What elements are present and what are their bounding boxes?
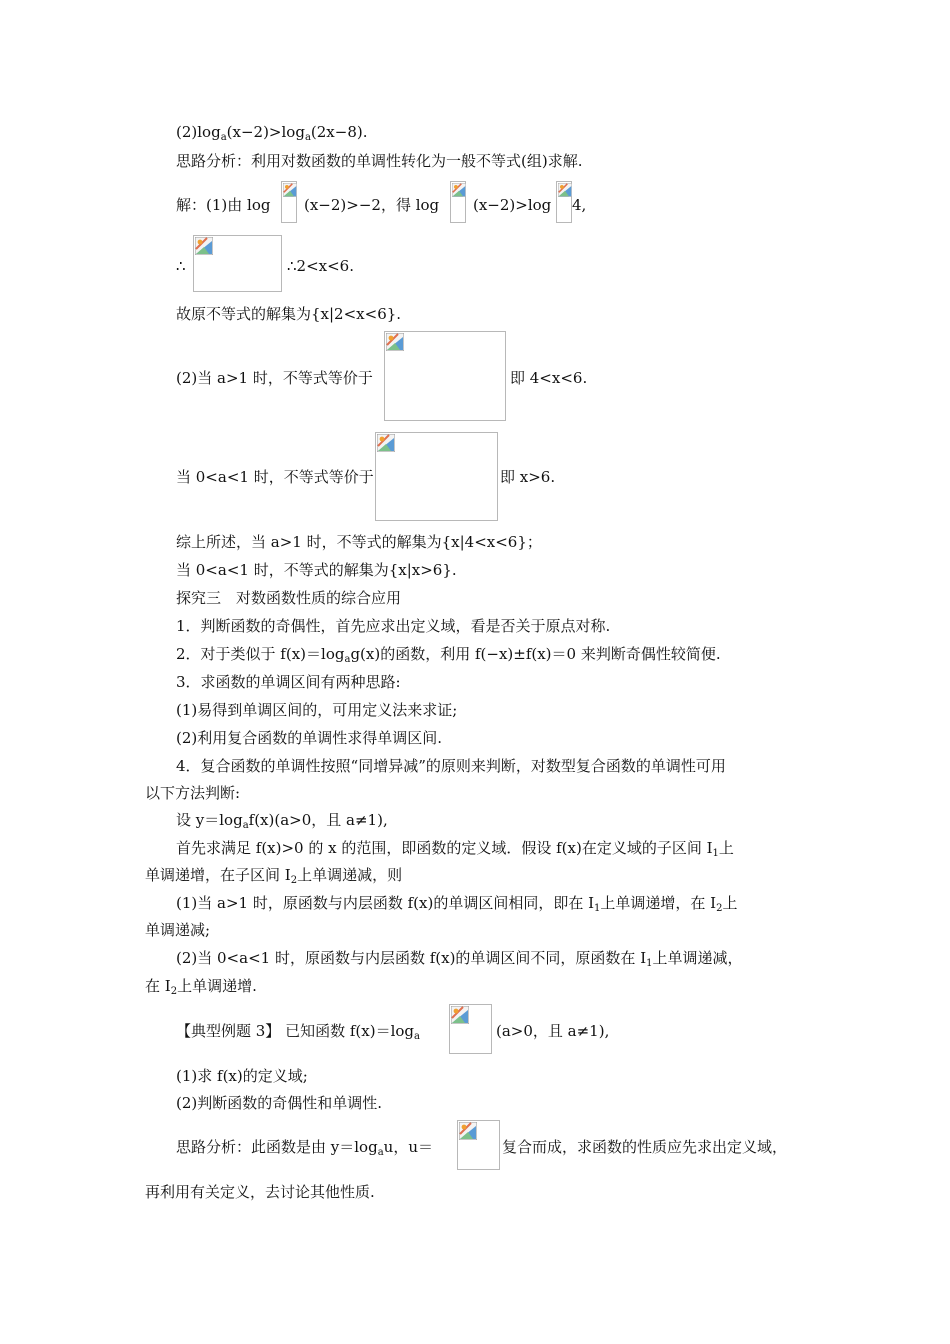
example-3-q2: (2)判断函数的奇偶性和单调性. [176,1094,383,1112]
formula-image [384,331,506,421]
solution-result-1: ∴2<x<6. [287,257,354,275]
point-2: 2．对于类似于 $f(x)=\log_ag(x)$的函数，利用 f(−x)±f(x)＝0 来判断奇偶性较简便. [176,645,721,665]
inequality-2-statement: $(2)\log_a(x-2)>\log_a(2x-8)$. [176,123,368,143]
image-placeholder-icon [459,1122,477,1140]
image-placeholder-icon [283,183,297,197]
formula-image [375,432,498,521]
solution-set-1: 故原不等式的解集为{x|2<x<6}. [176,305,402,323]
idea-analysis-3-end: 再利用有关定义，去讨论其他性质. [145,1183,375,1201]
solution-step-1: 解：(1)由 log [176,196,271,214]
point-4: 4．复合函数的单调性按照“同增异减”的原则来判断，对数型复合函数的单调性可用 [176,757,726,775]
image-placeholder-icon [451,1006,469,1024]
formula-image [457,1120,500,1170]
example-3-condition: (a>0，且 a≠1), [496,1022,610,1040]
domain-line-cont: 单调递增，在子区间 $I_2$上单调递减，则 [145,866,403,886]
formula-image [450,181,466,223]
case-a-greater-1: (2)当 a>1 时，不等式等价于 [176,369,373,387]
image-placeholder-icon [386,333,404,351]
point-3-item-2: (2)利用复合函数的单调性求得单调区间. [176,729,443,747]
image-placeholder-icon [377,434,395,452]
point-4-cont: 以下方法判断: [145,784,241,802]
case-a-less-1: 当 0<a<1 时，不等式等价于 [176,468,374,486]
domain-line: 首先求满足 f(x)>0 的 x 的范围，即函数的定义域．假设 f(x)在定义域的子区间 $I_1$上 [176,839,734,859]
idea-analysis-1: 思路分析：利用对数函数的单调性转化为一般不等式(组)求解. [176,152,583,170]
solution-step-1d: 4, [572,196,587,214]
summary-line-1: 综上所述，当 a>1 时，不等式的解集为{x|4<x<6}； [176,533,542,551]
image-placeholder-icon [558,183,572,197]
rule-1: (1)当 a>1 时，原函数与内层函数 f(x)的单调区间相同，即在 $I_1$上单调递增，在 $I_2$上 [176,894,738,914]
rule-1-cont: 单调递减; [145,921,211,939]
therefore-symbol: ∴ [176,257,186,275]
formula-image [449,1004,492,1054]
case-a-less-1-result: 即 x>6. [500,468,556,486]
rule-2-cont: 在 $I_2$上单调递增. [145,977,257,997]
section-heading-explore-3: 探究三 对数函数性质的综合应用 [176,589,402,607]
image-placeholder-icon [195,237,213,255]
formula-image [556,181,572,223]
case-a-greater-1-result: 即 4<x<6. [510,369,588,387]
formula-image [193,235,282,292]
formula-image [281,181,297,223]
point-3-item-1: (1)易得到单调区间的，可用定义法来求证; [176,701,458,719]
point-3: 3．求函数的单调区间有两种思路: [176,673,401,691]
example-3-q1: (1)求 f(x)的定义域; [176,1067,308,1085]
solution-step-1c: (x−2)>log [473,196,552,214]
rule-2: (2)当 0<a<1 时，原函数与内层函数 f(x)的单调区间不同，原函数在 $I_1$上单调递减， [176,949,743,969]
image-placeholder-icon [452,183,466,197]
point-1: 1．判断函数的奇偶性，首先应求出定义域，看是否关于原点对称. [176,617,611,635]
example-3-heading: 【典型例题 3】 已知函数 $f(x)=\log_a$ [176,1022,420,1042]
solution-step-1b: (x−2)>−2，得 log [304,196,440,214]
idea-analysis-3-cont: 复合而成，求函数的性质应先求出定义域， [502,1138,788,1156]
assume-line: 设 $y=\log_af(x)(a>0$，且 a≠1), [176,811,388,831]
idea-analysis-3: 思路分析：此函数是由 $y=\log_au$，u＝ [176,1138,433,1158]
summary-line-2: 当 0<a<1 时，不等式的解集为{x|x>6}. [176,561,457,579]
